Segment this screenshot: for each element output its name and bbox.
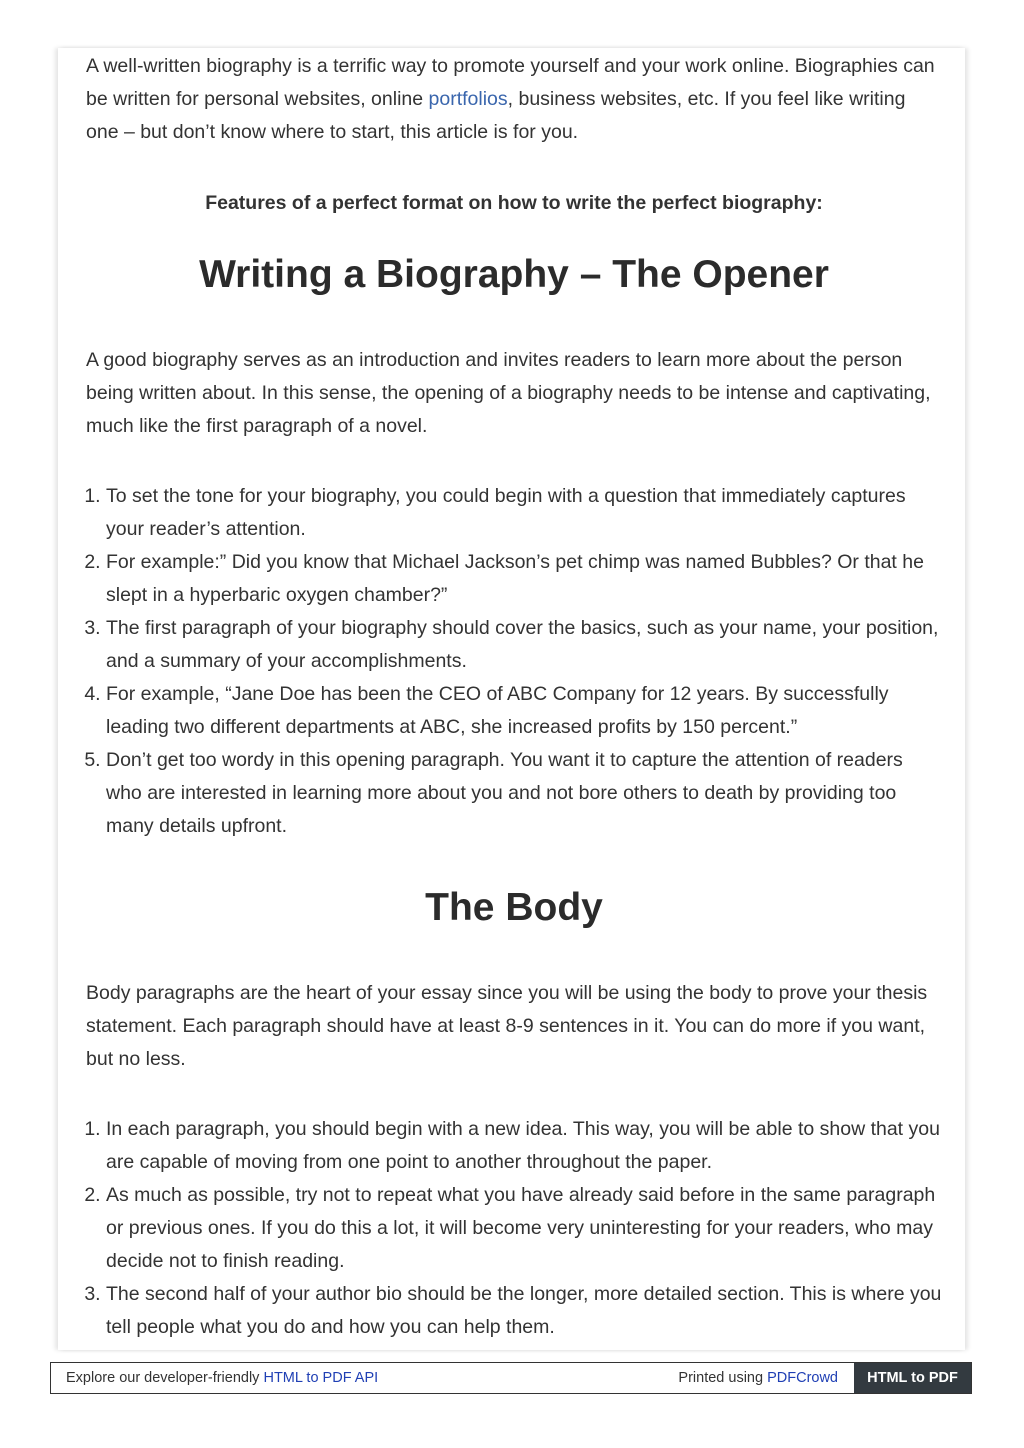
- footer-explore: [66, 1370, 378, 1386]
- features-heading: Features of a perfect format on how to write the perfect biography:: [205, 192, 823, 214]
- list-item: 2. For example:” Did you know that Michael Jackson’s pet chimp was named Bubbles? Or that he slept in a hyperbaric oxygen chamber?”: [106, 546, 942, 612]
- body-paragraph: Body paragraphs are the heart of your essay since you will be using the body to prove your thesis statement. Each paragraph should have at least 8-9 sentences in it. You can do more if you want, but no less.: [86, 982, 928, 1070]
- body-heading: The Body: [425, 886, 603, 929]
- list-item: 1. In each paragraph, you should begin with a new idea. This way, you will be able to show that you are capable of moving from one point to another throughout the paper.: [106, 1113, 942, 1179]
- portfolios-link[interactable]: portfolios: [428, 88, 508, 110]
- opener-heading: Writing a Biography – The Opener: [199, 253, 829, 296]
- list-item: 1. To set the tone for your biography, you could begin with a question that immediately captures your reader’s attention.: [106, 480, 942, 546]
- intro-text-end: , business websites, etc. If you feel like writing one – but don’t know where to start, this article is for you.: [86, 88, 906, 143]
- opener-list: [86, 480, 942, 843]
- intro-text-start: A well-written biography is a terrific way to promote yourself and your work online. Biographies can be written for personal websites, online: [86, 55, 935, 110]
- intro-paragraph: [86, 50, 942, 149]
- list-item: 3. The second half of your author bio should be the longer, more detailed section. This is where you tell people what you do and how you can help them.: [106, 1278, 942, 1344]
- list-item: 2. As much as possible, try not to repeat what you have already said before in the same paragraph or previous ones. If you do this a lot, it will become very uninteresting for your readers, who may decide not to finish reading.: [106, 1179, 942, 1278]
- list-item: 4. For example, “Jane Doe has been the CEO of ABC Company for 12 years. By successfully leading two different departments at ABC, she increased profits by 150 percent.”: [106, 678, 942, 744]
- explore-text: Explore our developer-friendly: [66, 1370, 264, 1386]
- list-item: 5. Don’t get too wordy in this opening paragraph. You want it to capture the attention of readers who are interested in learning more about you and not bore others to death by providing too many details upfront.: [106, 744, 942, 843]
- pdfcrowd-footer: [50, 1362, 972, 1394]
- footer-printed: [678, 1370, 838, 1386]
- html-to-pdf-button[interactable]: HTML to PDF: [854, 1363, 971, 1393]
- opener-paragraph: A good biography serves as an introduction and invites readers to learn more about the person being written about. In this sense, the opening of a biography needs to be intense and captivating, much like the first paragraph of a novel.: [86, 349, 931, 437]
- body-list: [86, 1113, 942, 1344]
- article-content: [86, 50, 942, 1344]
- pdfcrowd-link[interactable]: PDFCrowd: [767, 1370, 838, 1386]
- list-item: 3. The first paragraph of your biography should cover the basics, such as your name, your position, and a summary of your accomplishments.: [106, 612, 942, 678]
- printed-text: Printed using: [678, 1370, 768, 1386]
- html-to-pdf-api-link[interactable]: HTML to PDF API: [263, 1370, 379, 1386]
